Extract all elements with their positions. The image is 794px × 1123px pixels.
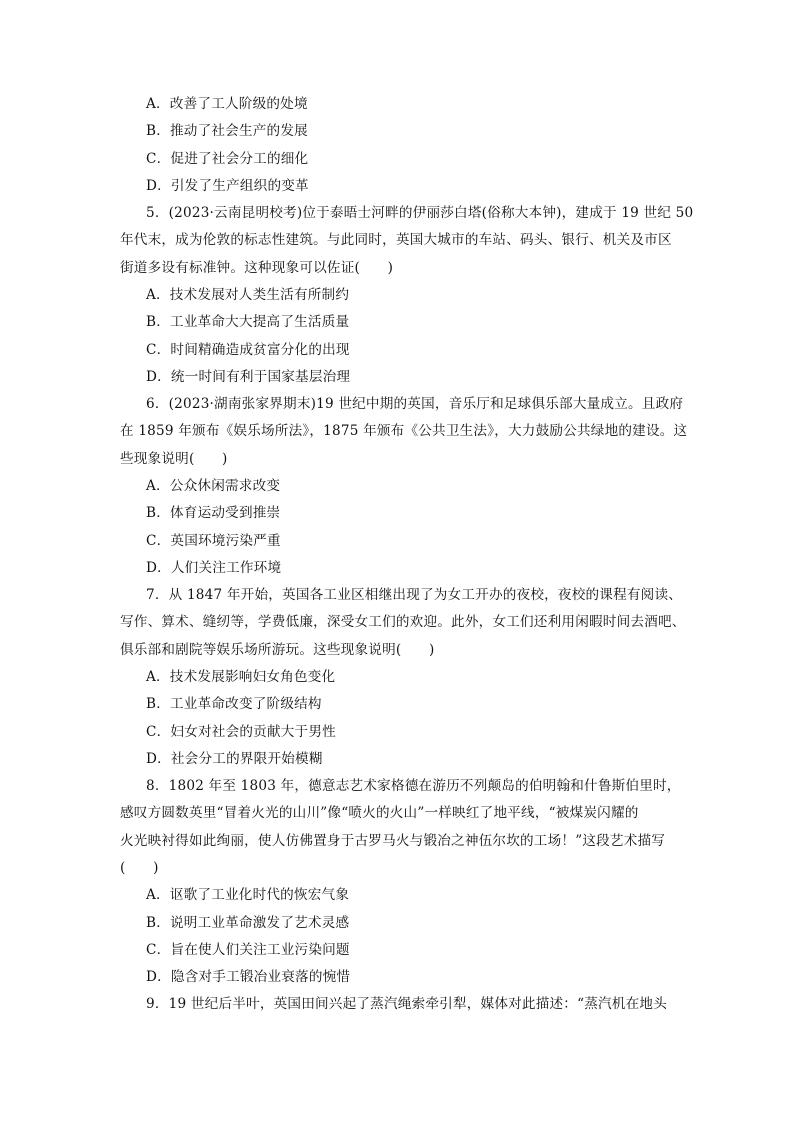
q6-stem-line-1: 6．(2023·湖南张家界期末)19 世纪中期的英国，音乐厅和足球俱乐部大量成立。且政府 [146,396,684,412]
q7-stem-line-1: 7．从 1847 年开始，英国各工业区相继出现了为女工开办的夜校，夜校的课程有阅读、 [146,587,683,603]
q6-stem-line-3: 些现象说明( ) [120,451,228,467]
q7-option-d: D．社会分工的界限开始模糊 [146,751,323,767]
q8-option-b: B．说明工业革命激发了艺术灵感 [146,915,350,931]
q5-option-a: A．技术发展对人类生活有所制约 [146,287,350,303]
q8-option-d: D．隐含对手工锻冶业衰落的惋惜 [146,969,351,985]
q7-option-c: C．妇女对社会的贡献大于男性 [146,724,336,740]
q6-option-c: C．英国环境污染严重 [146,533,281,549]
q8-option-c: C．旨在使人们关注工业污染问题 [146,942,350,958]
q7-stem-line-3: 俱乐部和剧院等娱乐场所游玩。这些现象说明( ) [120,642,435,658]
q5-stem-line-2: 年代末，成为伦敦的标志性建筑。与此同时，英国大城市的车站、码头、银行、机关及市区 [120,232,672,248]
q8-stem-line-2: 感叹方圆数英里“冒着火光的山川”像“喷火的火山”一样映红了地平线，“被煤炭闪耀的 [120,805,639,821]
q6-option-a: A．公众休闲需求改变 [146,478,281,494]
q4-option-d: D．引发了生产组织的变革 [146,178,309,194]
q6-option-b: B．体育运动受到推崇 [146,505,281,521]
q4-option-a: A．改善了工人阶级的处境 [146,96,308,112]
q8-stem-line-4: ( ) [120,860,159,876]
q5-stem-line-3: 街道多设有标准钟。这种现象可以佐证( ) [120,260,394,276]
q4-option-c: C．促进了社会分工的细化 [146,151,309,167]
q5-option-c: C．时间精确造成贫富分化的出现 [146,342,350,358]
q7-option-a: A．技术发展影响妇女角色变化 [146,669,336,685]
q7-stem-line-2: 写作、算术、缝纫等，学费低廉，深受女工们的欢迎。此外，女工们还利用闲暇时间去酒吧、 [120,614,686,630]
q8-stem-line-1: 8．1802 年至 1803 年，德意志艺术家格德在游历不列颠岛的伯明翰和什鲁斯伯里时， [146,778,681,794]
q5-option-b: B．工业革命大大提高了生活质量 [146,314,350,330]
q8-stem-line-3: 火光映衬得如此绚丽，使人仿佛置身于古罗马火与锻冶之神伍尔坎的工场！”这段艺术描写 [120,833,666,849]
q8-option-a: A．讴歌了工业化时代的恢宏气象 [146,887,350,903]
q7-option-b: B．工业革命改变了阶级结构 [146,696,322,712]
q5-option-d: D．统一时间有利于国家基层治理 [146,369,351,385]
q9-stem-line-1: 9．19 世纪后半叶，英国田间兴起了蒸汽绳索牵引犁，媒体对此描述：“蒸汽机在地头 [146,996,667,1012]
q6-stem-line-2: 在 1859 年颁布《娱乐场所法》，1875 年颁布《公共卫生法》，大力鼓励公共绿地的建设。这 [120,423,688,439]
q4-option-b: B．推动了社会生产的发展 [146,123,308,139]
q5-stem-line-1: 5．(2023·云南昆明校考)位于泰晤士河畔的伊丽莎白塔(俗称大本钟)，建成于 19 世纪 50 [146,205,694,221]
q6-option-d: D．人们关注工作环境 [146,560,282,576]
